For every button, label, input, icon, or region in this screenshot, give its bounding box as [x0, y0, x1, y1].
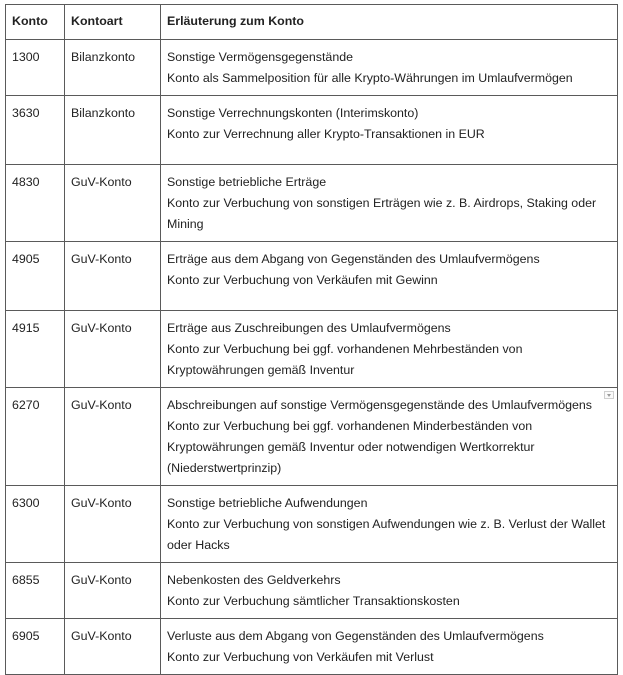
cell-description: Konto zur Verbuchung von sonstigen Erträgen wie z. B. Airdrops, Staking oder Mining: [167, 196, 597, 231]
cell-title: Sonstige Verrechnungskonten (Interimskonto): [167, 106, 419, 120]
cell-description: Konto zur Verbuchung von Verkäufen mit Verlust: [167, 650, 434, 664]
cell-title: Verluste aus dem Abgang von Gegenständen des Umlaufvermögens: [167, 629, 544, 643]
cell-kontoart[interactable]: GuV-Konto: [65, 165, 161, 242]
cell-kontoart[interactable]: Bilanzkonto: [65, 96, 161, 165]
cell-erlaeuterung[interactable]: [161, 311, 618, 388]
cell-title: Nebenkosten des Geldverkehrs: [167, 573, 341, 587]
table-row: [6, 388, 618, 486]
table-row: [6, 40, 618, 96]
table-row: [6, 619, 618, 675]
cell-erlaeuterung[interactable]: [161, 242, 618, 311]
cell-konto[interactable]: 4830: [6, 165, 65, 242]
table-row: [6, 563, 618, 619]
table-header-row: [6, 5, 618, 40]
cell-erlaeuterung[interactable]: [161, 165, 618, 242]
cell-title: Erträge aus dem Abgang von Gegenständen des Umlaufvermögens: [167, 252, 540, 266]
header-konto: Konto: [6, 5, 65, 40]
cell-dropdown-arrow-icon[interactable]: [604, 391, 614, 399]
cell-title: Abschreibungen auf sonstige Vermögensgegenstände des Umlaufvermögens: [167, 398, 592, 412]
cell-kontoart[interactable]: GuV-Konto: [65, 563, 161, 619]
cell-erlaeuterung[interactable]: [161, 40, 618, 96]
cell-description: Konto zur Verrechnung aller Krypto-Transaktionen in EUR: [167, 127, 485, 141]
cell-erlaeuterung[interactable]: [161, 563, 618, 619]
cell-description: Konto zur Verbuchung sämtlicher Transaktionskosten: [167, 594, 460, 608]
cell-erlaeuterung[interactable]: [161, 619, 618, 675]
cell-description: Konto zur Verbuchung bei ggf. vorhandenen Mehrbeständen von Kryptowährungen gemäß Inventur: [167, 342, 523, 377]
cell-kontoart[interactable]: GuV-Konto: [65, 486, 161, 563]
cell-konto[interactable]: 6855: [6, 563, 65, 619]
cell-title: Sonstige betriebliche Erträge: [167, 175, 327, 189]
table-row: [6, 96, 618, 165]
cell-kontoart[interactable]: GuV-Konto: [65, 311, 161, 388]
table-row: [6, 242, 618, 311]
cell-description: Konto zur Verbuchung von sonstigen Aufwendungen wie z. B. Verlust der Wallet oder Hacks: [167, 517, 606, 552]
cell-konto[interactable]: 4915: [6, 311, 65, 388]
cell-description: Konto als Sammelposition für alle Krypto-Währungen im Umlaufvermögen: [167, 71, 573, 85]
cell-kontoart[interactable]: GuV-Konto: [65, 619, 161, 675]
cell-konto[interactable]: 4905: [6, 242, 65, 311]
cell-erlaeuterung[interactable]: [161, 486, 618, 563]
cell-kontoart[interactable]: GuV-Konto: [65, 388, 161, 486]
cell-description: Konto zur Verbuchung von Verkäufen mit Gewinn: [167, 273, 438, 287]
header-kontoart: Kontoart: [65, 5, 161, 40]
cell-kontoart[interactable]: Bilanzkonto: [65, 40, 161, 96]
cell-konto[interactable]: 6905: [6, 619, 65, 675]
table-row: [6, 486, 618, 563]
cell-title: Sonstige betriebliche Aufwendungen: [167, 496, 368, 510]
cell-konto[interactable]: 6300: [6, 486, 65, 563]
cell-erlaeuterung[interactable]: [161, 388, 618, 486]
cell-konto[interactable]: 1300: [6, 40, 65, 96]
cell-erlaeuterung[interactable]: [161, 96, 618, 165]
accounts-table: [5, 4, 618, 675]
cell-description: Konto zur Verbuchung bei ggf. vorhandenen Minderbeständen von Kryptowährungen gemäß Inventur oder notwendigen Wertkorrektur (Niederstwertprinzip): [167, 419, 535, 475]
header-erlaeuterung: Erläuterung zum Konto: [161, 5, 618, 40]
table-row: [6, 165, 618, 242]
cell-title: Erträge aus Zuschreibungen des Umlaufvermögens: [167, 321, 451, 335]
table-row: [6, 311, 618, 388]
cell-konto[interactable]: 3630: [6, 96, 65, 165]
cell-title: Sonstige Vermögensgegenstände: [167, 50, 353, 64]
cell-konto[interactable]: 6270: [6, 388, 65, 486]
cell-kontoart[interactable]: GuV-Konto: [65, 242, 161, 311]
